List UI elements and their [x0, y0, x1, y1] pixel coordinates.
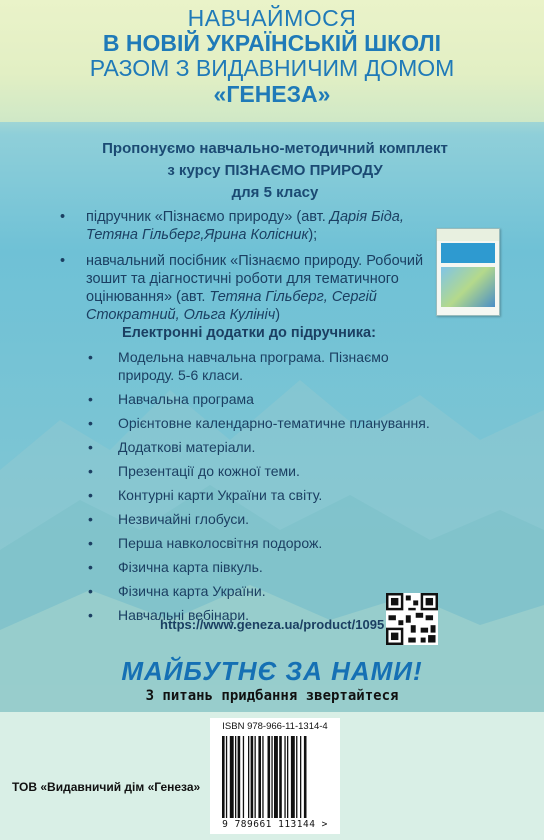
intro-line-1: Пропонуємо навчально-методичний комплект [102, 140, 448, 157]
list-item: • Фізична карта півкуль. [88, 558, 448, 576]
product-url[interactable]: https://www.geneza.ua/product/1095 [160, 617, 385, 632]
item-end: ); [308, 227, 318, 243]
isbn-number: ISBN 978-966-11-1314-4 [222, 721, 328, 732]
list-item: • Перша навколосвітня подорож. [88, 534, 448, 552]
contact-text: З питань придбання звертайтеся [145, 688, 399, 704]
slogan: МАЙБУТНЄ ЗА НАМИ! [121, 656, 423, 686]
header-line-1: НАВЧАЙМОСЯ [187, 5, 357, 31]
list-item [30, 252, 450, 324]
list-item: • Незвичайні глобуси. [88, 510, 448, 528]
electronic-title: Електронні додатки до підручника: [122, 325, 376, 341]
electronic-list [88, 348, 448, 630]
intro-text [40, 138, 510, 204]
item-authors: Дарія Біда, Тетяна Гільберг,Ярина Колісник [86, 209, 404, 243]
materials-list [30, 208, 450, 332]
publisher-name: ТОВ «Видавничий дім «Генеза» [12, 780, 201, 794]
list-item: • Модельна навчальна програма. Пізнаємо природу. 5-6 класи. [88, 348, 448, 384]
list-item: • Орієнтовне календарно-тематичне планування. [88, 414, 448, 432]
list-item: • Фізична карта України. [88, 582, 448, 600]
item-authors: Тетяна Гільберг, Сергій Стократний, Ольга Кулініч [86, 289, 377, 323]
header-line-4: «ГЕНЕЗА» [213, 81, 331, 107]
list-item [30, 208, 450, 244]
item-text: навчальний посібник «Пізнаємо природу. Робочий зошит та діагностичні роботи для тематичного оцінювання» (авт. [86, 253, 424, 305]
list-item: • Контурні карти України та світу. [88, 486, 448, 504]
barcode-icon [222, 736, 332, 818]
header-line-3: РАЗОМ З ВИДАВНИЧИМ ДОМОМ [89, 55, 455, 81]
list-item: • Додаткові матеріали. [88, 438, 448, 456]
qr-code-icon[interactable] [386, 593, 438, 645]
header-title [0, 6, 544, 108]
list-item: • Навчальні вебінари. [88, 606, 448, 624]
item-text: підручник «Пізнаємо природу» (авт. [86, 209, 330, 225]
barcode [210, 718, 340, 834]
item-end: ) [275, 307, 281, 323]
barcode-digits: 9 789661 113144 > [222, 819, 328, 830]
list-item: • Навчальна програма [88, 390, 448, 408]
intro-line-2: з курсу ПІЗНАЄМО ПРИРОДУ [167, 162, 383, 179]
header-line-2: В НОВІЙ УКРАЇНСЬКІЙ ШКОЛІ [102, 30, 442, 56]
list-item: • Презентації до кожної теми. [88, 462, 448, 480]
textbook-cover-thumbnail [436, 228, 500, 316]
intro-line-3: для 5 класу [231, 184, 319, 201]
